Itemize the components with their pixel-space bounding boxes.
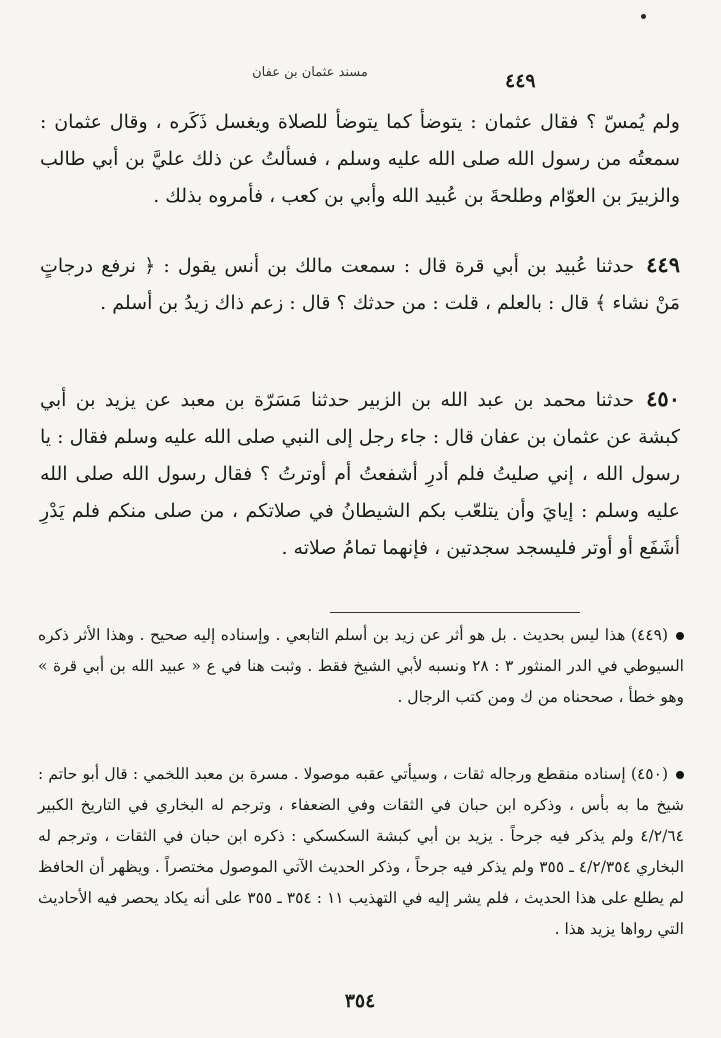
footnote-450	[38, 759, 684, 945]
footnote-449	[38, 620, 684, 713]
footnote-text: (٤٥٠) إسناده منقطع ورجاله ثقات ، وسيأتي عقبه موصولا . مسرة بن معبد اللخمي : قال أبو حاتم : شيخ ما به بأس ، وذكره ابن حبان في الثقات وفي الضعفاء ، وترجم له البخاري في التاريخ الكبير ٤/٢/٦٤ ولم يذكر فيه جرحاً . يزيد بن أبي كبشة السكسكي : ذكره ابن حبان في الثقات ، وترجم له البخاري ٤/٢/٣٥٤ ـ ٣٥٥ ولم يذكر فيه جرحاً ، وذكر الحديث الآتي الموصول مختصراً . ويظهر أن الحافظ لم يطلع على هذا الحديث ، فلم يشر إليه في التهذيب ١١ : ٣٥٤ ـ ٣٥٥ على أنه يكاد يحصر فيه الأحاديث التي رواها يزيد هذا .	[38, 765, 685, 938]
hadith-number: ٤٥٠	[646, 386, 680, 411]
bullet-icon	[676, 632, 684, 640]
footnote-divider	[330, 612, 580, 613]
section-marker: ٤٤٩	[505, 70, 536, 92]
ink-dot	[641, 14, 646, 19]
footnote-text: (٤٤٩) هذا ليس بحديث . بل هو أثر عن زيد بن أسلم التابعي . وإسناده إليه صحيح . وهذا الأثر ذكره السيوطي في الدر المنثور ٣ : ٢٨ ونسبه لأبي الشيخ فقط . وثبت هنا في ع « عبيد الله بن أبي قرة » وهو خطأ ، صححناه من ك ومن كتب الرجال .	[38, 626, 684, 706]
hadith-450	[40, 380, 680, 567]
hadith-449	[40, 246, 680, 322]
hadith-text: حدثنا محمد بن عبد الله بن الزبير حدثنا مَسَرّة بن معبد عن يزيد بن أبي كبشة عن عثمان بن عفان قال : جاء رجل إلى النبي صلى الله عليه وسلم فقال : يا رسول الله ، إني صليتُ فلم أدرِ أشفعتُ أم أوترتُ ؟ فقال رسول الله صلى الله عليه وسلم : إيايَ وأن يتلعّب بكم الشيطانُ في صلاتكم ، من صلى منكم فلم يَدْرِ أشَفَع أو أوتر فليسجد سجدتين ، فإنهما تمامُ صلاته .	[40, 389, 680, 559]
running-title: مسند عثمان بن عفان	[252, 65, 368, 80]
bullet-icon	[676, 771, 684, 779]
page-number: ٣٥٤	[344, 990, 376, 1012]
hadith-text: حدثنا عُبيد بن أبي قرة قال : سمعت مالك بن أنس يقول : ﴿ نرفع درجاتٍ مَنْ نشاء ﴾ قال : بالعلم ، قلت : من حدثك ؟ قال : زعم ذاك زيدُ بن أسلم .	[40, 255, 680, 314]
hadith-continuation	[40, 104, 680, 215]
hadith-number: ٤٤٩	[646, 252, 680, 277]
hadith-text: ولم يُمسّ ؟ فقال عثمان : يتوضأ كما يتوضأ للصلاة ويغسل ذَكَره ، وقال عثمان : سمعتُه من رسول الله صلى الله عليه وسلم ، فسألتُ عن ذلك عليَّ بن أبي طالب والزبيرَ بن العوّام وطلحةَ بن عُبيد الله وأبي بن كعب ، فأمروه بذلك .	[40, 111, 680, 207]
